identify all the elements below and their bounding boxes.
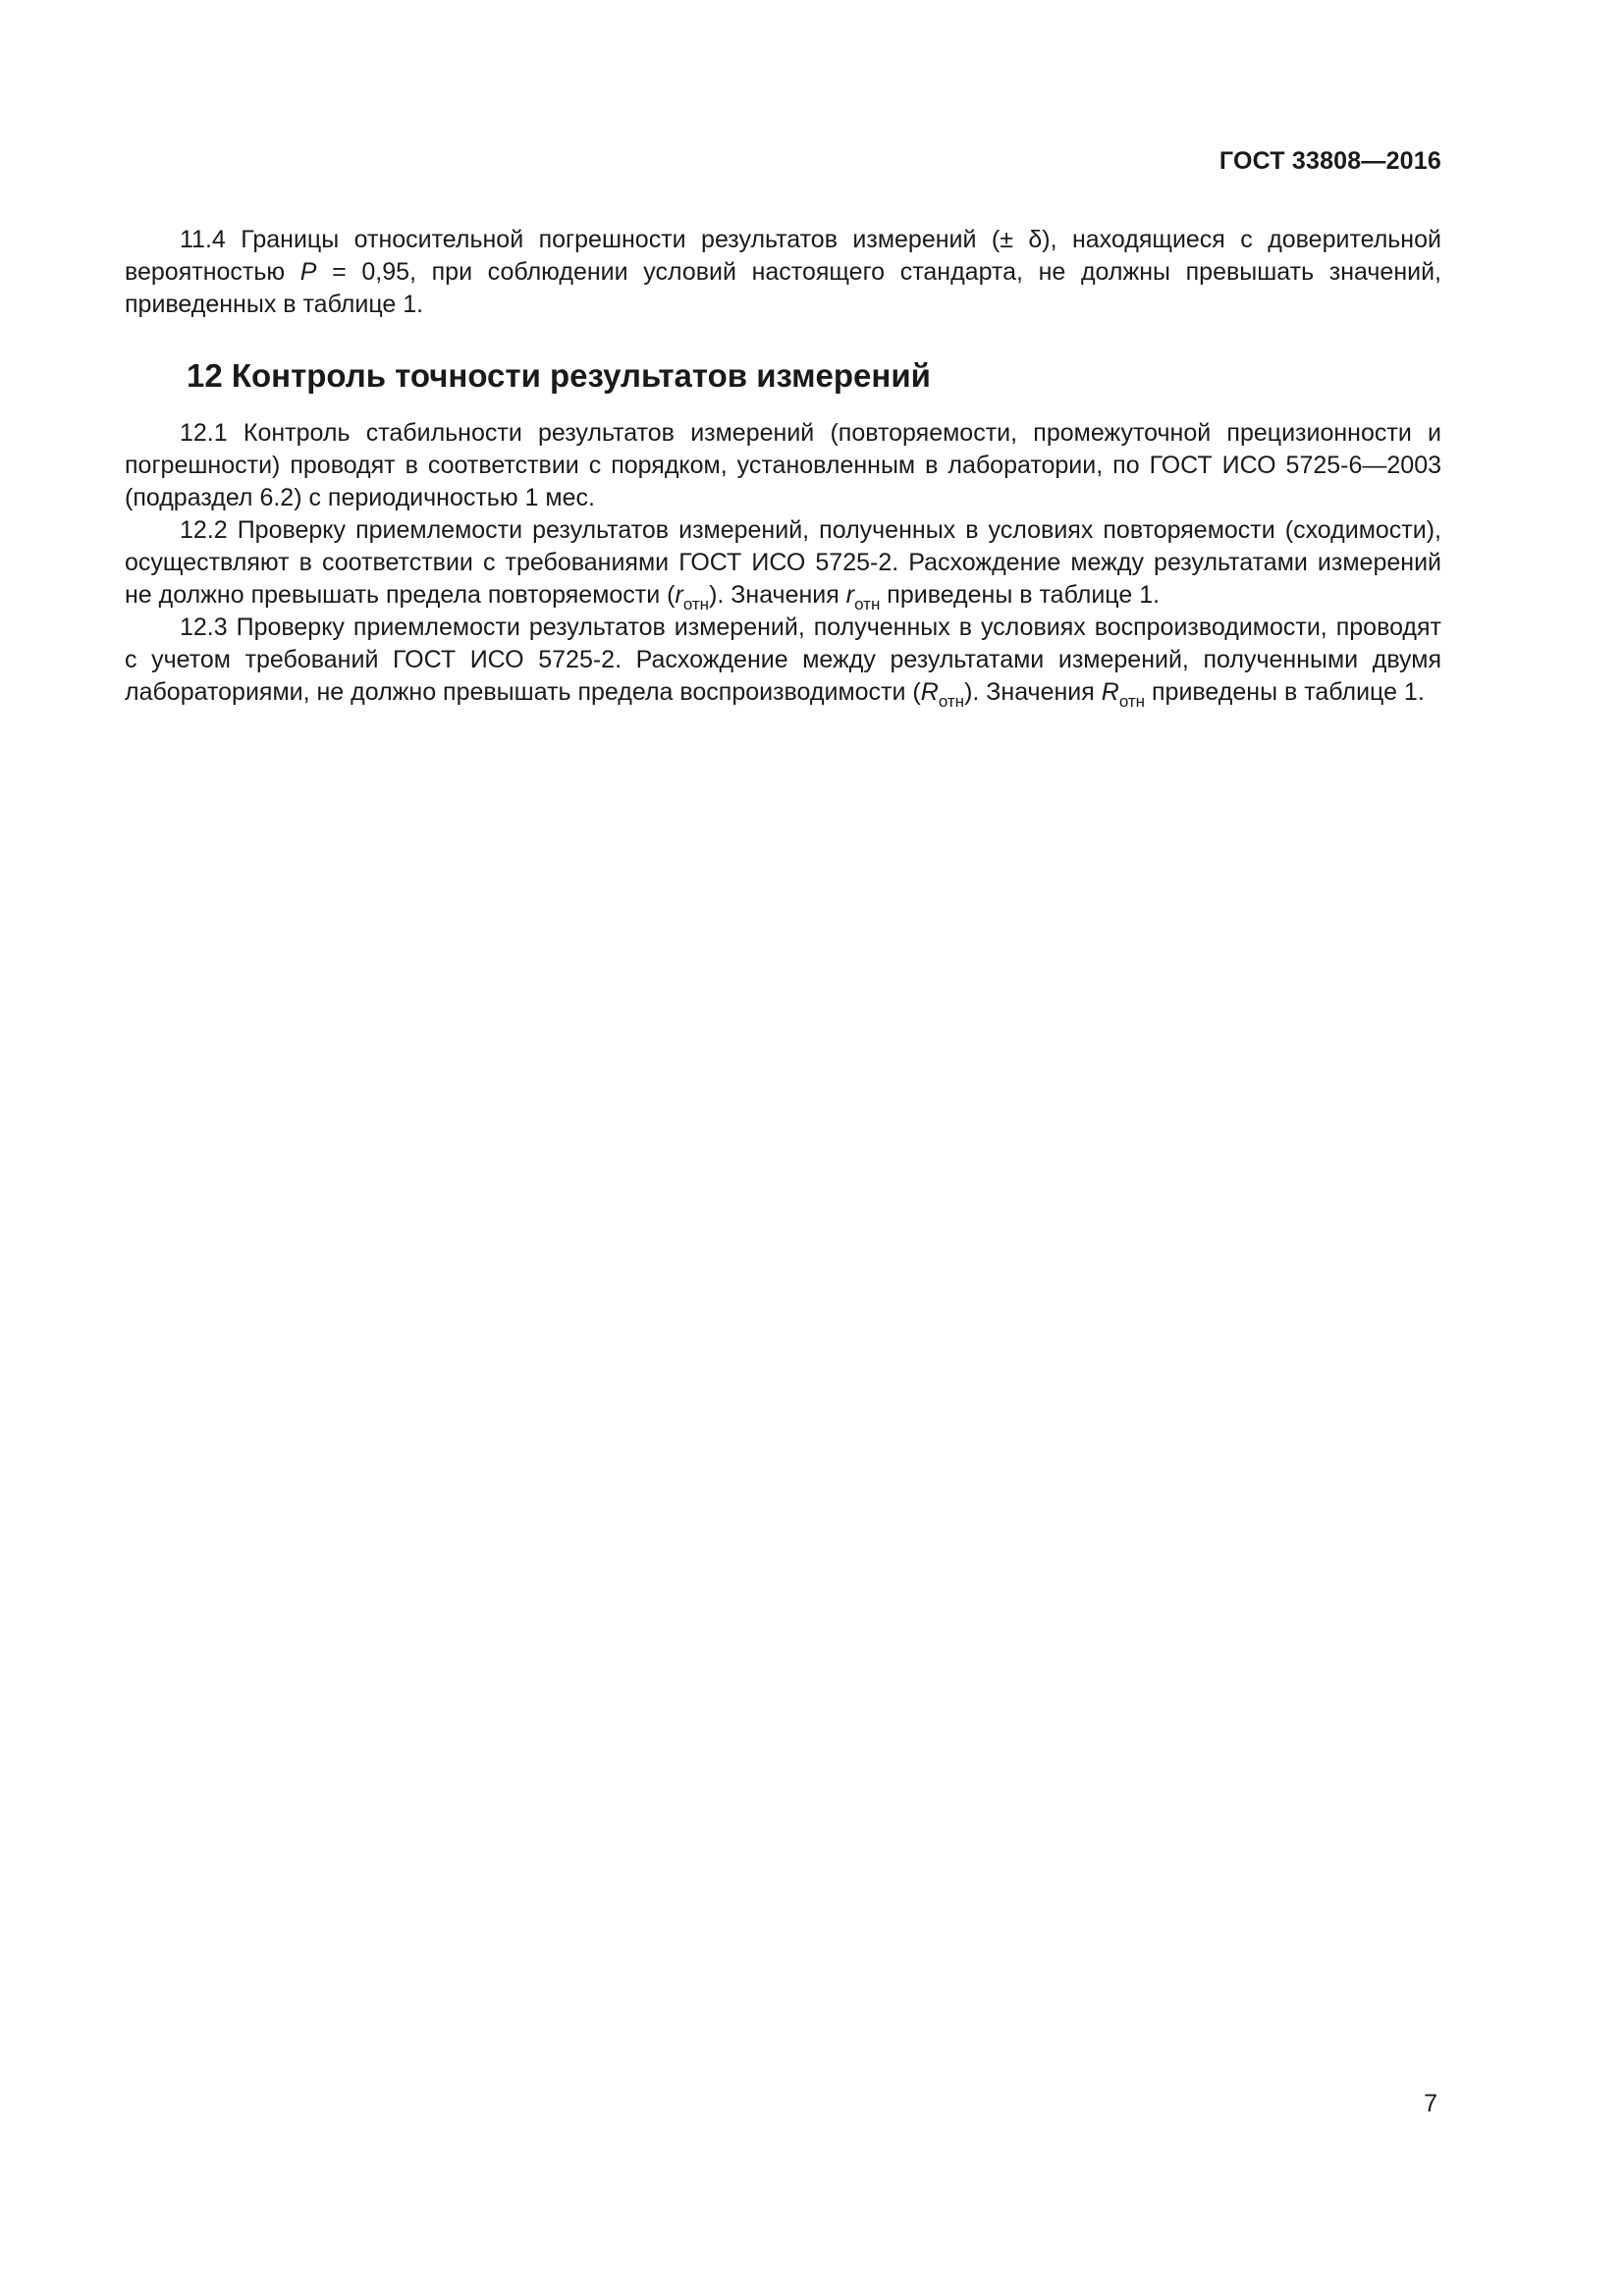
paragraph-12-2 [125,514,1441,612]
paragraph-12-3 [125,612,1441,709]
repeatability-symbol: r [675,581,683,609]
paragraph-12-3-text-b: ). Значения [964,678,1102,706]
reproducibility-symbol-2: R [1101,678,1119,706]
repeatability-subscript: отн [682,595,710,614]
paragraph-12-3-text-a: 12.3 Проверку приемлемости результатов измерений, полученных в условиях воспроизводимости, проводят с учетом требований ГОСТ ИСО 5725-2. Расхождение между результатами измерений, полученными двумя лабораториями, не должно превышать предела воспроизводимости ( [125,614,1441,706]
repeatability-subscript-2: отн [854,595,881,614]
repeatability-symbol-2: r [845,581,855,609]
section-12-heading: 12 Контроль точности результатов измерений [187,357,931,394]
paragraph-12-3-text-c: приведены в таблице 1. [1145,678,1425,706]
paragraph-12-2-text-a: 12.2 Проверку приемлемости результатов измерений, полученных в условиях повторяемости (сходимости), осуществляют в соответствии с требованиями ГОСТ ИСО 5725-2. Расхождение между результатами измерений не должно превышать предела повторяемости ( [125,516,1441,609]
reproducibility-subscript: отн [938,692,965,711]
reproducibility-subscript-2: отн [1118,692,1146,711]
page-number: 7 [1424,2090,1437,2117]
paragraph-12-2-text-b: ). Значения [709,581,846,609]
paragraph-11-4-text-b: = 0,95, при соблюдении условий настоящего стандарта, не должны превышать значений, приведенных в таблице 1. [125,258,1441,318]
probability-symbol: P [299,258,317,286]
paragraph-12-2-text-c: приведены в таблице 1. [880,581,1161,609]
paragraph-11-4 [125,224,1441,321]
document-body [125,224,1441,709]
document-code-header: ГОСТ 33808—2016 [1218,147,1441,175]
paragraph-11-4-text-a: 11.4 Границы относительной погрешности результатов измерений (± δ), находящиеся с доверительной вероятностью [125,226,1441,286]
reproducibility-symbol: R [920,678,939,706]
paragraph-12-1: 12.1 Контроль стабильности результатов измерений (повторяемости, промежуточной прецизионности и погрешности) проводят в соответствии с порядком, установленным в лаборатории, по ГОСТ ИСО 5725-6—2003 (подраздел 6.2) с периодичностью 1 мес. [125,419,1441,511]
